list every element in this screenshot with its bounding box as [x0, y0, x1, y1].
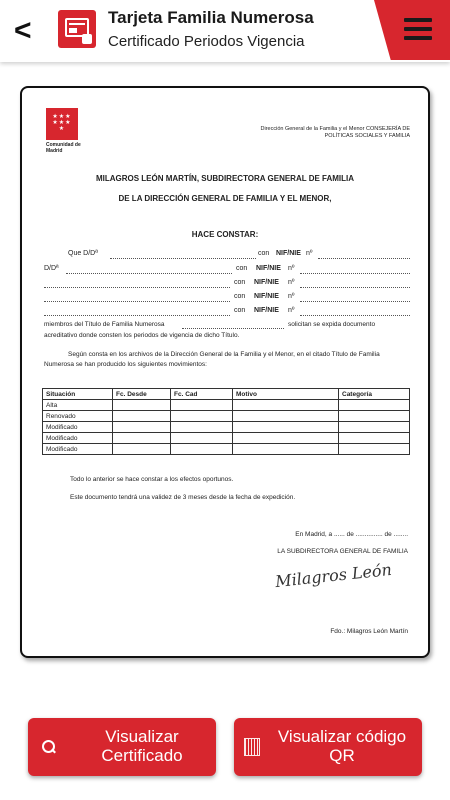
name-line: [44, 301, 230, 302]
table-cell: [233, 400, 339, 411]
view-qr-button[interactable]: [234, 718, 422, 776]
signed-by: Fdo.: Milagros León Martín: [330, 628, 408, 635]
number-line: [300, 301, 410, 302]
table-cell: [171, 433, 233, 444]
doc-heading-1: MILAGROS LEÓN MARTÍN, SUBDIRECTORA GENERAL DE FAMILIA: [95, 174, 355, 183]
table-row: [43, 444, 410, 455]
app-header: [0, 0, 450, 62]
table-cell: Modificado: [43, 422, 113, 433]
con-label: con: [234, 307, 246, 314]
table-cell: [339, 411, 410, 422]
nifnie-label: NIF/NIE: [256, 265, 281, 272]
comunidad-madrid-logo: ★★★ ★★★ ★: [46, 108, 78, 140]
number-line: [300, 315, 410, 316]
table-cell: Modificado: [43, 433, 113, 444]
con-label: con: [258, 250, 270, 257]
hamburger-menu-icon[interactable]: [404, 18, 432, 42]
table-cell: [233, 411, 339, 422]
name-line: [66, 273, 232, 274]
nifnie-label: NIF/NIE: [254, 293, 279, 300]
name-line: [44, 315, 230, 316]
table-cell: [233, 444, 339, 455]
logo-text: Comunidad de Madrid: [46, 142, 81, 154]
table-cell: Modificado: [43, 444, 113, 455]
family-card-icon: [58, 10, 96, 48]
table-header: Fc. Desde: [113, 389, 171, 400]
con-label: con: [234, 279, 246, 286]
signature: Milagros León: [274, 559, 393, 592]
table-header: Fc. Cad: [171, 389, 233, 400]
name-line: [44, 287, 230, 288]
table-cell: [171, 422, 233, 433]
view-certificate-button[interactable]: [28, 718, 216, 776]
search-icon: [42, 740, 56, 754]
que-label: Que D/Dª: [68, 250, 98, 257]
table-header: Situación: [43, 389, 113, 400]
nifnie-label: NIF/NIE: [276, 250, 301, 257]
chevron-left-icon[interactable]: <: [14, 14, 32, 47]
miembros-text: miembros del Título de Familia Numerosa: [44, 321, 165, 328]
table-cell: [339, 433, 410, 444]
number-line: [318, 258, 410, 259]
validez-text: Este documento tendrá una validez de 3 meses desde la fecha de expedición.: [70, 494, 296, 501]
issuer-text: Dirección General de la Familia y el Menor CONSEJERÍA DE POLÍTICAS SOCIALES Y FAMILIA: [260, 126, 410, 139]
certificate-document: [20, 86, 430, 658]
dd-label: D/Dª: [44, 265, 59, 272]
table-cell: Renovado: [43, 411, 113, 422]
con-label: con: [234, 293, 246, 300]
table-cell: [113, 400, 171, 411]
subdirectora-title: LA SUBDIRECTORA GENERAL DE FAMILIA: [277, 548, 408, 555]
n-label: nº: [288, 293, 295, 300]
number-line: [300, 273, 410, 274]
acreditativo-text: acreditativo donde consten los periodos de vigencia de dicho Título.: [44, 332, 240, 339]
table-header-row: [43, 389, 410, 400]
table-cell: [233, 433, 339, 444]
table-row: [43, 400, 410, 411]
view-certificate-label: Visualizar Certificado: [101, 727, 183, 765]
table-cell: [339, 400, 410, 411]
n-label: nº: [288, 265, 295, 272]
table-cell: Alta: [43, 400, 113, 411]
segun-paragraph: Según consta en los archivos de la Dirección General de la Familia y el Menor, en el citado Título de Familia Numerosa se han producido los siguientes movimientos:: [44, 351, 380, 368]
table-cell: [233, 422, 339, 433]
solicitan-text: solicitan se expida documento: [288, 321, 376, 328]
menu-button[interactable]: [374, 0, 450, 60]
nifnie-label: NIF/NIE: [254, 307, 279, 314]
table-cell: [171, 444, 233, 455]
table-cell: [113, 411, 171, 422]
n-label: nº: [288, 279, 295, 286]
table-cell: [339, 422, 410, 433]
table-row: [43, 433, 410, 444]
table-cell: [339, 444, 410, 455]
movements-table: [42, 388, 410, 455]
table-cell: [113, 444, 171, 455]
n-label: nº: [288, 307, 295, 314]
doc-heading-2: DE LA DIRECCIÓN GENERAL DE FAMILIA Y EL MENOR,: [118, 194, 332, 203]
table-cell: [171, 411, 233, 422]
table-cell: [113, 433, 171, 444]
table-header: Categoría: [339, 389, 410, 400]
nifnie-label: NIF/NIE: [254, 279, 279, 286]
table-cell: [113, 422, 171, 433]
n-label: nº: [306, 250, 313, 257]
con-label: con: [236, 265, 248, 272]
table-cell: [171, 400, 233, 411]
place-date: En Madrid, a ...... de ............... de ........: [295, 531, 408, 538]
name-line: [110, 258, 256, 259]
table-row: [43, 411, 410, 422]
page-subtitle: Certificado Periodos Vigencia: [108, 33, 305, 50]
todo-text: Todo lo anterior se hace constar a los efectos oportunos.: [70, 476, 234, 483]
table-row: [43, 422, 410, 433]
title-number-line: [182, 328, 284, 329]
doc-hace-constar: HACE CONSTAR:: [191, 230, 259, 239]
view-qr-label: Visualizar código QR: [277, 727, 407, 765]
qr-code-icon: [244, 738, 260, 756]
page-title: Tarjeta Familia Numerosa: [108, 8, 314, 27]
table-header: Motivo: [233, 389, 339, 400]
number-line: [300, 287, 410, 288]
